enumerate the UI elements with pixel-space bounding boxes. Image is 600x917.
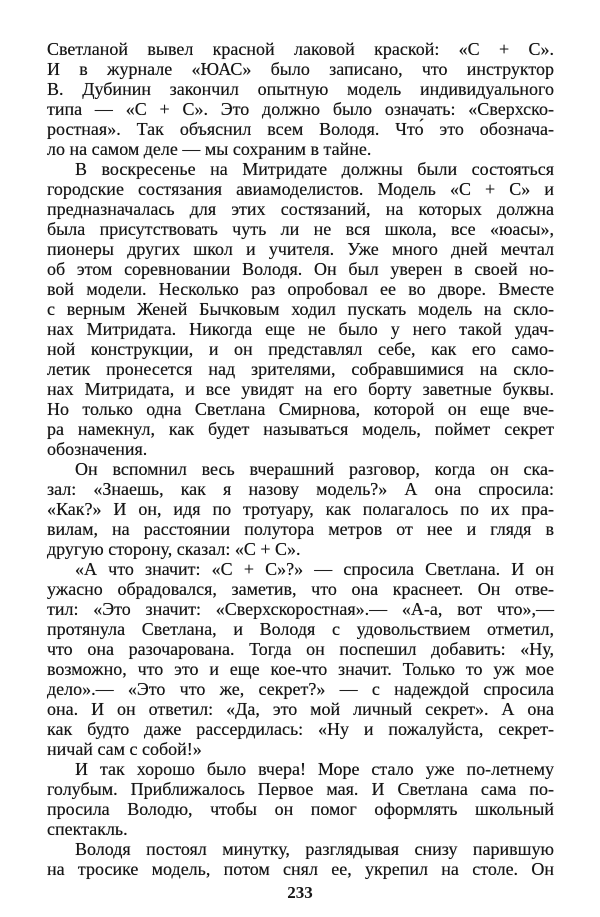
paragraph (47, 159, 554, 459)
text-line: голубым. Приближалось Первое мая. И Светлана сама по- (47, 779, 554, 799)
text-line: Но только одна Светлана Смирнова, которой он еще вче- (47, 399, 554, 419)
text-line: типа — «С + С». Это должно было означать: «Сверхско- (47, 99, 554, 119)
text-line: Он вспомнил весь вчерашний разговор, когда он ска- (75, 459, 554, 479)
paragraph (47, 39, 554, 159)
paragraph (47, 839, 554, 879)
text-line: «Как?» И он, идя по тротуару, как полагалось по их пра- (47, 499, 554, 519)
paragraph (47, 459, 554, 559)
text-line: на тросике модель, потом снял ее, укрепил на столе. Он (47, 859, 554, 879)
text-line: вилам, на расстоянии полутора метров от нее и глядя в (47, 519, 554, 539)
text-line: В. Дубинин закончил опытную модель индивидуального (47, 79, 554, 99)
text-line: И так хорошо было вчера! Море стало уже по-летнему (75, 759, 554, 779)
text-line: Володя постоял минутку, разглядывая снизу парившую (75, 839, 554, 859)
text-line: другую сторону, сказал: «С + С». (47, 539, 301, 559)
text-line: вой модели. Несколько раз опробовал ее во дворе. Вместе (47, 279, 554, 299)
text-line: дело».— «Это что же, секрет?» — с надеждой спросила (47, 679, 554, 699)
text-line: тил: «Это значит: «Сверхскоростная».— «А-а, вот что»,— (47, 599, 554, 619)
paragraph (47, 559, 554, 759)
text-line: Светланой вывел красной лаковой краской: «С + С». (47, 39, 554, 59)
text-line: нах Митридата, и все увидят на его борту заветные буквы. (47, 379, 554, 399)
paragraph (47, 759, 554, 839)
page-number: 233 (287, 883, 313, 902)
text-line: она. И он ответил: «Да, это мой личный секрет». А она (47, 699, 554, 719)
text-line: ужасно обрадовался, заметив, что она краснеет. Он отве- (47, 579, 554, 599)
text-line: предназначалась для этих состязаний, на которых должна (47, 199, 554, 219)
text-line: просила Володю, чтобы он помог оформлять школьный (47, 799, 554, 819)
text-line: «А что значит: «С + С»?» — спросила Светлана. И он (75, 559, 554, 579)
text-line: пионеры других школ и учителя. Уже много дней мечтал (47, 239, 554, 259)
text-line: как будто даже рассердилась: «Ну и пожалуйста, секрет- (47, 719, 554, 739)
text-line: нах Митридата. Никогда еще не было у него такой удач- (47, 319, 554, 339)
text-line: ростная». Так объяснил всем Володя. Что́ это обознача- (47, 119, 554, 139)
text-line: ра намекнул, как будет называться модель, поймет секрет (47, 419, 554, 439)
text-line: возможно, что это и еще кое-что значит. Только то уж мое (47, 659, 554, 679)
text-line: протянула Светлана, и Володя с удовольствием отметил, (47, 619, 554, 639)
text-line: что она разочарована. Тогда он поспешил добавить: «Ну, (47, 639, 554, 659)
text-line: ло на самом деле — мы сохраним в тайне. (47, 139, 372, 159)
text-line: летик пронесется над зрителями, собравшимися на скло- (47, 359, 554, 379)
page-body-text (47, 39, 554, 879)
text-line: была присутствовать чуть ли не вся школа, все «юасы», (47, 219, 554, 239)
text-line: В воскресенье на Митридате должны были состояться (75, 159, 554, 179)
text-line: зал: «Знаешь, как я назову модель?» А она спросила: (47, 479, 554, 499)
text-line: ной конструкции, и он представлял себе, как его само- (47, 339, 554, 359)
text-line: об этом соревновании Володя. Он был уверен в своей но- (47, 259, 554, 279)
text-line: спектакль. (47, 819, 128, 839)
text-line: с верным Женей Бычковым ходил пускать модель на скло- (47, 299, 554, 319)
text-line: городские состязания авиамоделистов. Модель «С + С» и (47, 179, 554, 199)
text-line: ничай сам с собой!» (47, 739, 202, 759)
text-line: И в журнале «ЮАС» было записано, что инструктор (47, 59, 554, 79)
text-line: обозначения. (47, 439, 148, 459)
